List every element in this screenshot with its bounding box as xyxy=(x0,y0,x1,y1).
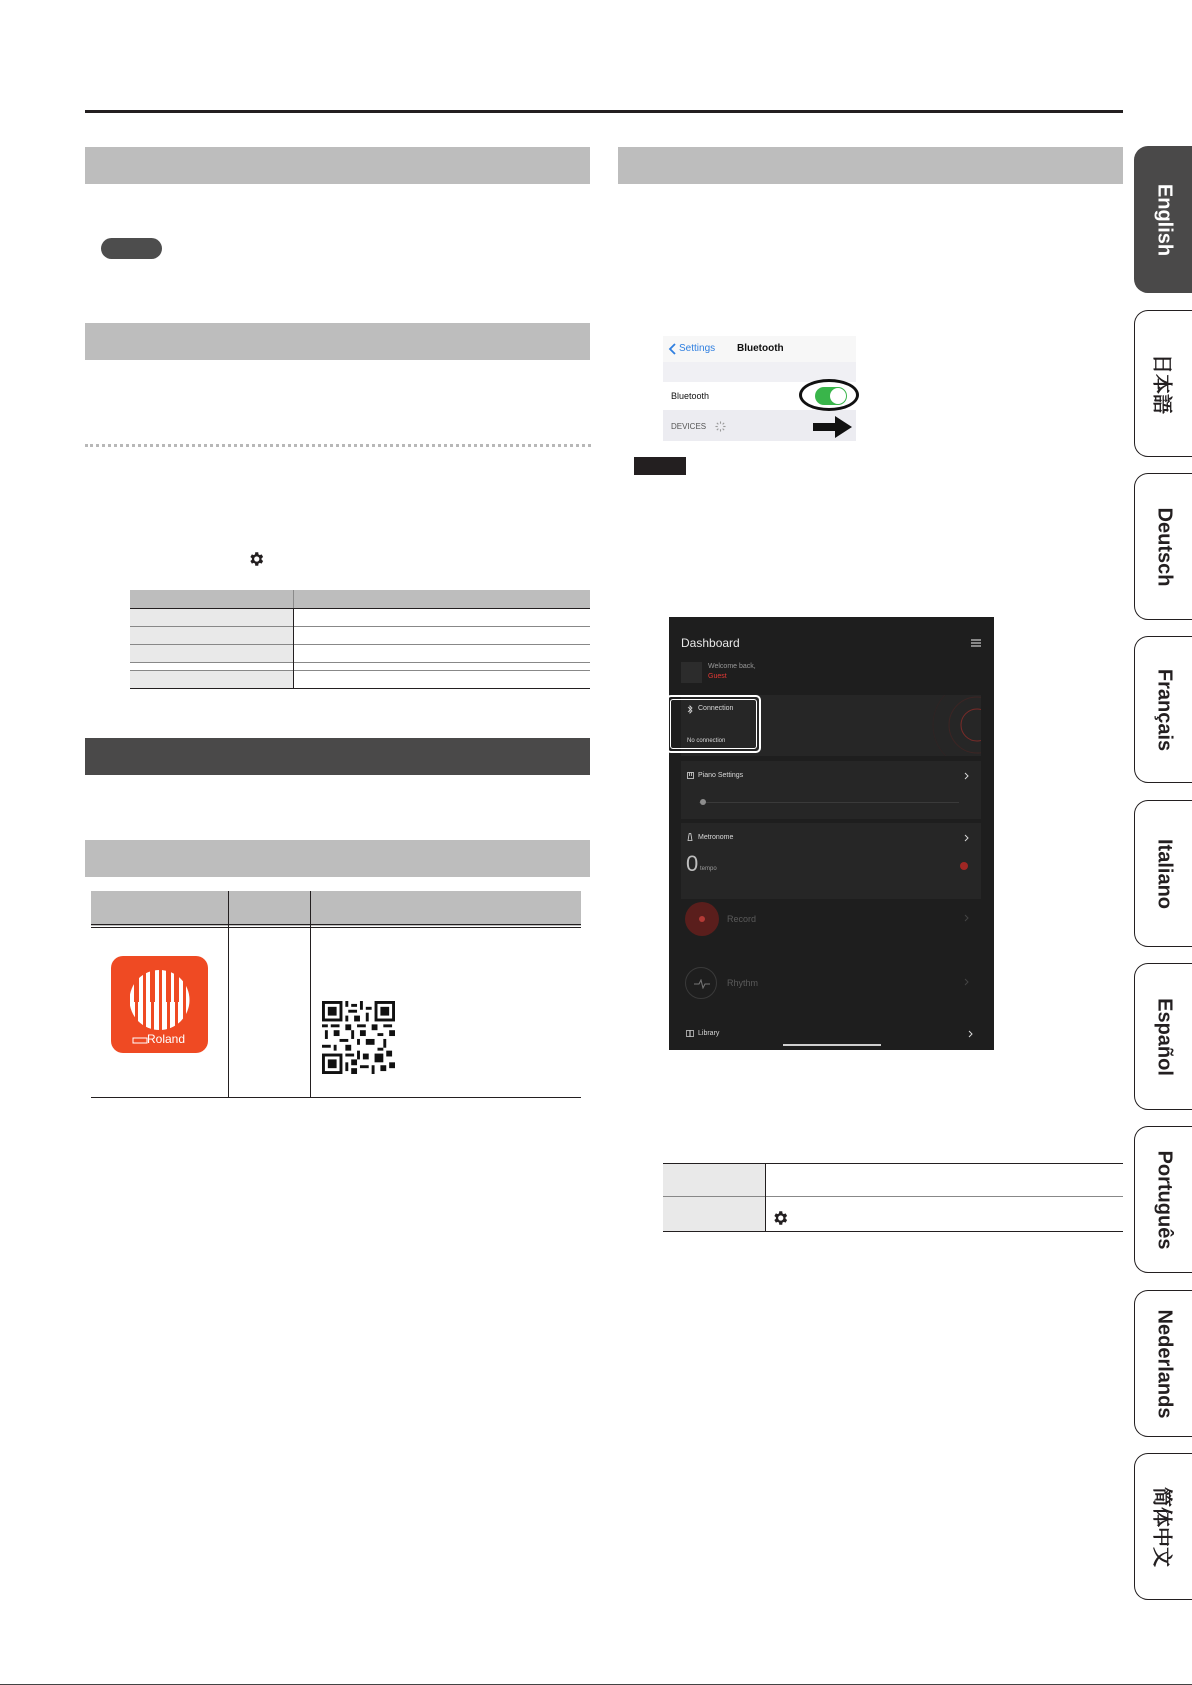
chevron-right-icon[interactable] xyxy=(964,914,969,922)
metronome-toggle[interactable] xyxy=(960,862,968,870)
chevron-right-icon[interactable] xyxy=(964,978,969,986)
record-icon xyxy=(699,916,705,922)
gear-icon xyxy=(771,1209,789,1227)
volume-slider-thumb[interactable] xyxy=(700,799,706,805)
user-name: Guest xyxy=(708,673,727,680)
library-label[interactable]: Library xyxy=(698,1030,720,1037)
lang-tab-english[interactable] xyxy=(1134,146,1192,293)
rhythm-label: Rhythm xyxy=(727,978,759,988)
spinner-icon xyxy=(715,421,726,432)
label-pill xyxy=(101,238,162,259)
ios-screen-title: Bluetooth xyxy=(737,343,784,354)
connection-label: Connection xyxy=(698,705,734,712)
menu-icon[interactable] xyxy=(971,639,981,647)
lang-tab-french[interactable] xyxy=(1134,636,1192,783)
chevron-right-icon[interactable] xyxy=(968,1030,973,1038)
chevron-left-icon[interactable] xyxy=(668,343,676,355)
lang-tab-italian[interactable] xyxy=(1134,800,1192,947)
gear-icon xyxy=(247,550,265,568)
arrow-right-icon xyxy=(813,415,853,439)
lang-tab-label: Nederlands xyxy=(1153,1309,1175,1418)
ios-nav-bar xyxy=(663,336,856,362)
bluetooth-toggle[interactable] xyxy=(815,387,847,405)
tempo-label: tempo xyxy=(700,866,717,872)
note-tag xyxy=(634,457,686,475)
lang-tab-label: Français xyxy=(1153,668,1175,751)
lang-tab-label: 简体中文 xyxy=(1150,1486,1172,1567)
lang-tab-chinese[interactable] xyxy=(1134,1453,1192,1600)
lang-tab-japanese[interactable] xyxy=(1134,310,1192,457)
bluetooth-row-label: Bluetooth xyxy=(671,391,710,401)
lang-tab-label: Español xyxy=(1153,997,1175,1076)
dotted-divider xyxy=(85,444,591,447)
piano-settings-label: Piano Settings xyxy=(698,772,744,779)
section-heading-bar xyxy=(85,323,590,360)
header-rule xyxy=(85,110,1123,113)
lang-tab-label: Italiano xyxy=(1153,838,1175,909)
back-button[interactable]: Settings xyxy=(679,343,716,354)
toggle-knob xyxy=(830,388,846,404)
library-book-icon xyxy=(686,1030,694,1037)
dashboard-screenshot xyxy=(669,617,994,1050)
roland-app-icon xyxy=(111,956,208,1053)
record-button[interactable] xyxy=(685,902,719,936)
section-heading-bar-dark xyxy=(85,738,590,775)
home-indicator xyxy=(783,1044,881,1046)
lang-tab-label: English xyxy=(1153,183,1175,256)
dashboard-title: Dashboard xyxy=(681,636,740,650)
lang-tab-dutch[interactable] xyxy=(1134,1290,1192,1437)
avatar[interactable] xyxy=(681,662,702,683)
volume-slider[interactable] xyxy=(699,802,959,803)
metronome-label: Metronome xyxy=(698,834,734,841)
chevron-right-icon[interactable] xyxy=(964,834,969,842)
metronome-icon xyxy=(687,833,693,841)
connection-status: No connection xyxy=(687,738,726,744)
chevron-right-icon[interactable] xyxy=(964,772,969,780)
piano-icon xyxy=(687,772,694,779)
section-heading-bar xyxy=(85,840,590,877)
lang-tab-label: Deutsch xyxy=(1153,507,1175,586)
rhythm-wave-icon xyxy=(694,979,710,989)
lang-tab-german[interactable] xyxy=(1134,473,1192,620)
devices-section-label: DEVICES xyxy=(671,422,707,431)
tempo-value: 0 xyxy=(686,851,699,876)
lang-tab-portuguese[interactable] xyxy=(1134,1126,1192,1273)
welcome-text: Welcome back, xyxy=(708,663,756,670)
metronome-card[interactable] xyxy=(681,823,981,899)
connection-rings-icon xyxy=(905,695,981,756)
lang-tab-label: Português xyxy=(1153,1150,1175,1249)
lang-tab-label: 日本語 xyxy=(1150,353,1172,414)
record-label: Record xyxy=(727,914,757,924)
rhythm-button[interactable] xyxy=(685,967,717,999)
section-heading-bar xyxy=(618,147,1123,184)
bluetooth-icon xyxy=(687,705,693,714)
roland-logo-text: Roland xyxy=(147,1032,186,1046)
lang-tab-spanish[interactable] xyxy=(1134,963,1192,1110)
piano-settings-card[interactable] xyxy=(681,761,981,819)
qr-code[interactable] xyxy=(322,1001,395,1074)
section-heading-bar xyxy=(85,147,590,184)
